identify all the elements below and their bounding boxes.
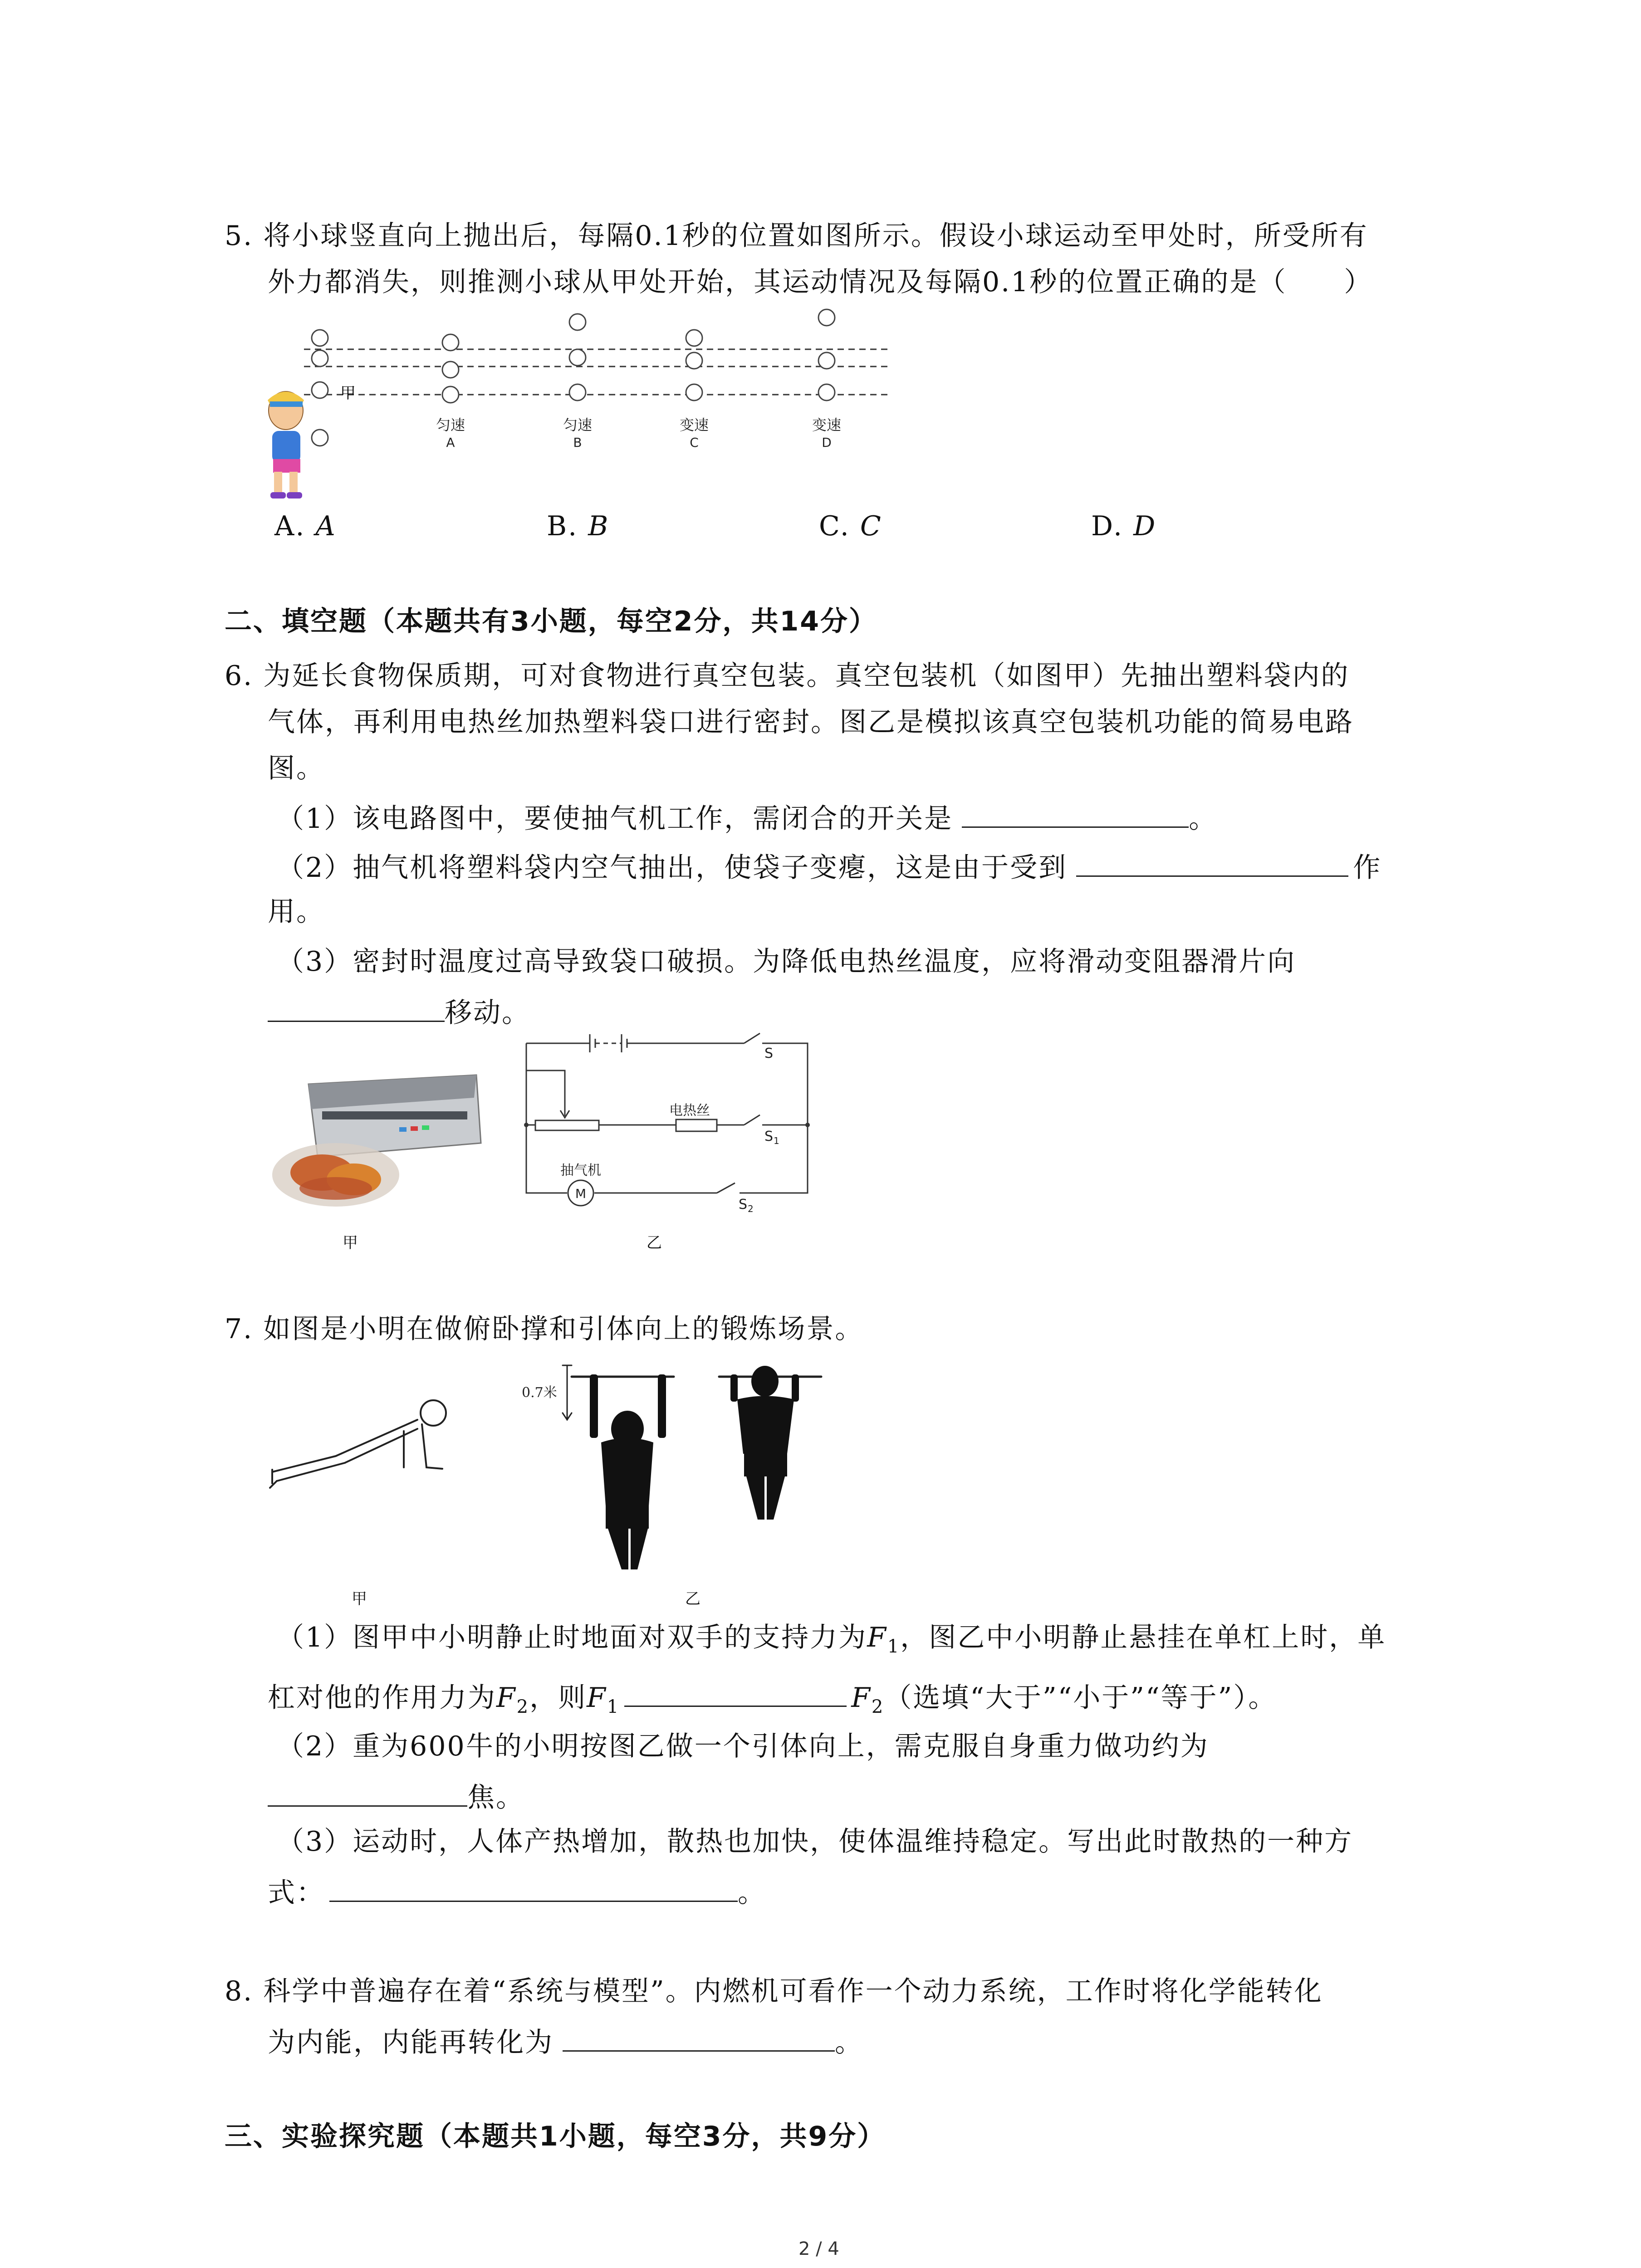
q6-line1: 6. 为延长食物保质期，可对食物进行真空包装。真空包装机（如图甲）先抽出塑料袋内的 xyxy=(225,660,1350,692)
option-a-speed: 匀速 xyxy=(436,416,465,434)
q7-fig-jia-label: 甲 xyxy=(352,1590,368,1608)
q6-sub3: （3）密封时温度过高导致袋口破损。为降低电热丝温度，应将滑动变阻器滑片向 xyxy=(277,946,1296,978)
q6-sub2-line2: 用。 xyxy=(268,896,325,928)
switch-s xyxy=(744,1033,760,1043)
ball-d xyxy=(818,352,835,369)
option-d-speed: 变速 xyxy=(812,416,842,434)
label-s: S xyxy=(764,1046,774,1061)
choice-a[interactable]: A. A xyxy=(274,510,337,542)
ball-b xyxy=(569,384,586,401)
q8-line1: 8. 科学中普遍存在着“系统与模型”。内燃机可看作一个动力系统，工作时将化学能转化 xyxy=(225,1975,1323,2007)
ball-a xyxy=(442,362,459,378)
option-c-letter: C xyxy=(690,435,699,450)
label-s2-sub: 2 xyxy=(748,1203,754,1214)
ball-a xyxy=(442,386,459,403)
answer-blank[interactable] xyxy=(563,2019,835,2052)
q6-line3: 图。 xyxy=(268,753,325,784)
q6-line2: 气体，再利用电热丝加热塑料袋口进行密封。图乙是模拟该真空包装机功能的简易电路 xyxy=(268,706,1354,738)
answer-blank[interactable] xyxy=(329,1869,738,1902)
label-motor: M xyxy=(575,1186,587,1201)
ball-c xyxy=(686,330,702,346)
q7-sub2: （2）重为600牛的小明按图乙做一个引体向上，需克服自身重力做功约为 xyxy=(277,1730,1209,1762)
label-pump: 抽气机 xyxy=(560,1163,601,1178)
q8-line2: 为内能，内能再转化为 。 xyxy=(268,2019,863,2065)
q7-sub3: （3）运动时，人体产热增加，散热也加快，使体温维持稳定。写出此时散热的一种方 xyxy=(277,1826,1353,1857)
answer-blank[interactable] xyxy=(268,1774,467,1807)
rheostat xyxy=(535,1120,599,1130)
ball-c xyxy=(686,352,702,369)
q6-sub1: （1）该电路图中，要使抽气机工作，需闭合的开关是 。 xyxy=(277,795,1217,841)
q7-fig-yi-label: 乙 xyxy=(685,1590,702,1608)
q5-line2: 外力都消失，则推测小球从甲处开始，其运动情况及每隔0.1秒的位置正确的是（ ） xyxy=(268,266,1373,298)
vacuum-sealer-image xyxy=(268,1066,485,1211)
height-label: 0.7米 xyxy=(522,1385,557,1401)
fig-yi-label: 乙 xyxy=(647,1234,663,1252)
section2-title: 二、填空题（本题共有3小题，每空2分，共14分） xyxy=(225,606,877,637)
option-b-letter: B xyxy=(573,435,582,450)
jia-label: 甲 xyxy=(340,384,356,402)
child-illustration xyxy=(268,391,304,499)
choice-d[interactable]: D. D xyxy=(1091,510,1157,542)
ball xyxy=(312,382,328,398)
option-d-letter: D xyxy=(822,435,832,450)
ball-c xyxy=(686,384,702,401)
page-number: 2 / 4 xyxy=(798,2239,839,2259)
q7-sub1-line2: 杠对他的作用力为$F_2$，则$F_1$ $F_2$（选填“大于”“小于”“等于”）。 xyxy=(268,1674,1277,1730)
answer-blank[interactable] xyxy=(268,989,445,1022)
choice-b[interactable]: B. B xyxy=(547,510,610,542)
option-c-speed: 变速 xyxy=(679,416,709,434)
q5-figure xyxy=(254,299,907,503)
answer-blank[interactable] xyxy=(962,795,1189,828)
heating-wire xyxy=(676,1119,717,1131)
dashed-guides xyxy=(304,349,889,395)
q7-sub3-line2: 式： 。 xyxy=(268,1869,766,1916)
label-s2: S xyxy=(739,1197,748,1212)
section3-title: 三、实验探究题（本题共1小题，每空3分，共9分） xyxy=(225,2121,886,2152)
q5-line1: 5. 将小球竖直向上抛出后，每隔0.1秒的位置如图所示。假设小球运动至甲处时，所受所有 xyxy=(225,220,1368,252)
label-heater: 电热丝 xyxy=(669,1103,710,1119)
q7-sub1-line1: （1）图甲中小明静止时地面对双手的支持力为$F_1$，图乙中小明静止悬挂在单杠上时，单 xyxy=(277,1622,1386,1657)
option-b-speed: 匀速 xyxy=(563,416,593,434)
ball-a xyxy=(442,334,459,351)
ball-d xyxy=(818,384,835,401)
option-a-letter: A xyxy=(446,435,455,450)
ball xyxy=(312,350,328,367)
pushup-illustration xyxy=(268,1388,458,1506)
pullup-illustration xyxy=(513,1356,830,1574)
choice-c[interactable]: C. C xyxy=(819,510,882,542)
q6-sub2: （2）抽气机将塑料袋内空气抽出，使袋子变瘪，这是由于受到 作 xyxy=(277,844,1381,890)
switch-s2 xyxy=(717,1183,735,1193)
ball xyxy=(312,330,328,346)
q7-line1: 7. 如图是小明在做俯卧撑和引体向上的锻炼场景。 xyxy=(225,1313,864,1345)
fig-jia-label: 甲 xyxy=(343,1234,359,1252)
label-s1: S xyxy=(764,1129,774,1144)
circuit-diagram xyxy=(517,1025,817,1216)
label-s1-sub: 1 xyxy=(774,1135,779,1146)
q7-sub2-line2: 焦。 xyxy=(268,1774,524,1820)
ball-b xyxy=(569,314,586,330)
ball xyxy=(312,430,328,446)
ball-d xyxy=(818,309,835,326)
answer-blank[interactable] xyxy=(624,1674,847,1707)
answer-blank[interactable] xyxy=(1076,844,1348,877)
ball-b xyxy=(569,349,586,366)
wire xyxy=(740,1043,808,1193)
switch-s1 xyxy=(744,1115,760,1125)
q6-sub3-line2: 移动。 xyxy=(268,989,530,1036)
